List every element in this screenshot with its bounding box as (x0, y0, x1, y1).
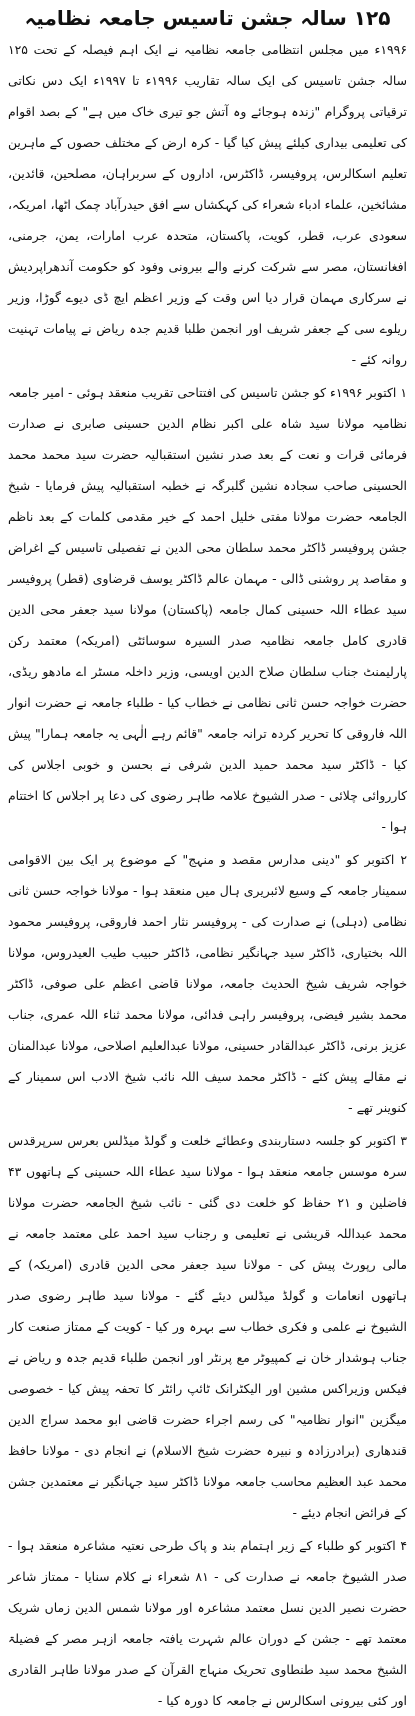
article-paragraph-mushaira: ۴ اکتوبر کو طلباء کے زیر اہتمام بند و پاک طرحی نعتیہ مشاعرہ منعقد ہوا - صدر الشیوخ جامعہ نے صدارت کی - ۸۱ شعراء نے کلام سنایا - ممتاز شاعر حضرت نصیر الدین نسل معتمد مشاعرہ اور مولانا شمس الدین زماں شریک معتمد تھے - جشن کے دوران عالم شہرت یافتہ جامعہ ازہر مصر کے فضیلۃ الشیخ محمد سید طنطاوی تحریک منہاج القرآن کے صدر مولانا طاہر القادری اور کئی بیرونی اسکالرس نے جامعہ کا دورہ کیا - (8, 1538, 407, 1708)
article-paragraph-opening-ceremony: ۱ اکتوبر ۱۹۹۶ء کو جشن تاسیس کی افتتاحی تقریب منعقد ہوئی - امیر جامعہ نظامیہ مولانا سید شاہ علی اکبر نظام الدین حسینی صابری نے صدارت فرمائی قرات و نعت کے بعد صدر نشین استقبالیہ حضرت سید محمد محمد الحسینی صاحب سجادہ نشین گلبرگہ نے خطبہ استقبالیہ پیش فرمایا - شیخ الجامعہ حضرت مولانا مفتی خلیل احمد کے خیر مقدمی کلمات کے بعد ناظم جشن پروفیسر ڈاکٹر محمد سلطان محی الدین نے تفصیلی تاسیس کے اغراض و مقاصد پر روشنی ڈالی - مہمان عالم ڈاکٹر یوسف قرضاوی (قطر) پروفیسر سید عطاء اللہ حسینی کمال جامعہ (پاکستان) مولانا سید جعفر محی الدین قادری کامل جامعہ نظامیہ صدر السیرہ سوسائٹی (امریکہ) معتمد رکن پارلیمنٹ جناب سلطان صلاح الدین اویسی، وزیر داخلہ مسٹر اے مادھو ریڈی، حضرت خواجہ حسن ثانی نظامی نے خطاب کیا - طلباء جامعہ نے حضرت انوار اللہ فاروقی کا تحریر کردہ ترانہ جامعہ "قائم رہے الٰہی یہ جامعہ ہمارا" پیش کیا - ڈاکٹر سید محمد حمید الدین شرفی نے بحسن و خوبی اجلاس کی کارروائی چلائی - صدر الشیوخ علامہ طاہر رضوی کی دعا پر اجلاس کا اختتام ہوا - (8, 385, 407, 834)
article-paragraph-seminar: ۲ اکتوبر کو "دینی مدارس مقصد و منہج" کے موضوع پر ایک بین الاقوامی سمینار جامعہ کے وسیع لائبریری ہال میں منعقد ہوا - مولانا خواجہ حسن ثانی نظامی (دہلی) نے صدارت کی - پروفیسر نثار احمد فاروقی، پروفیسر محمود اللہ بختیاری، ڈاکٹر سید جہانگیر نظامی، ڈاکٹر حبیب طیب العیدروس، مولانا خواجہ شریف شیخ الحدیث جامعہ، مولانا قاضی اعظم علی صوفی، ڈاکٹر محمد بشیر فیضی، پروفیسر راہی فدائی، مولانا محمد ثناء اللہ عمری، جناب عزیز برنی، ڈاکٹر عبدالقادر حسینی، مولانا عبدالعلیم اصلاحی، مولانا عبدالمنان نے مقالے پیش کئے - ڈاکٹر محمد سیف اللہ نائب شیخ الادب اس سمینار کے کنوینر تھے - (8, 852, 407, 1115)
article-paragraph-convocation: ۳ اکتوبر کو جلسہ دستاربندی وعطائے خلعت و گولڈ میڈلس بعرس سرپرقدس سرہ موسس جامعہ منعقد ہوا - مولانا سید عطاء اللہ حسینی کے ہاتھوں ۴۳ فاضلین و ۲۱ حفاظ کو خلعت دی گئی - نائب شیخ الجامعہ حضرت مولانا محمد عبداللہ قریشی نے تعلیمی و رجناب سید احمد علی معتمد جامعہ نے مالی رپورٹ پیش کی - مولانا سید جعفر محی الدین قادری (امریکہ) کے ہاتھوں انعامات و گولڈ میڈلس دیئے گئے - مولانا سید طاہر رضوی صدر الشیوخ نے علمی و فکری خطاب سے بہرہ ور کیا - کویت کے ممتاز صنعت کار جناب ہوشدار خان نے کمپیوٹر مع پرنٹر اور انجمن طلباء قدیم جدہ و ریاض نے فیکس وزیراکس مشین اور الیکٹرانک ٹائپ رائٹر کا تحفہ پیش کیا - خصوصی میگزین "انوار نظامیہ" کی رسم اجراء حضرت قاضی ابو محمد سراج الدین قندھاری (برادرزادہ و نبیرہ حضرت شیخ الاسلام) نے انجام دی - مولانا حافظ محمد عبد العظیم محاسب جامعہ مولانا ڈاکٹر سید جہانگیر نے معتمدین جشن کے فرائض انجام دیئے - (8, 1133, 407, 1520)
article-paragraph-founding-celebration: ۱۹۹۶ء میں مجلس انتظامی جامعہ نظامیہ نے ایک اہم فیصلہ کے تحت ۱۲۵ سالہ جشن تاسیس کی ایک سالہ تقاریب ۱۹۹۶ء تا ۱۹۹۷ء ایک دس نکاتی ترقیاتی پروگرام "زندہ ہوجائے وہ آتش جو تیری خاک میں ہے" کے بصد اقوام کی تعلیمی بیداری کیلئے پیش کیا گیا - کرہ ارض کے مختلف حصوں کے ماہرین تعلیم اسکالرس، پروفیسر، ڈاکٹرس، اداروں کے سربراہان، مصلحین، قائدین، مشائخین، علماء ادباء شعراء کی کہکشاں سے افق حیدرآباد چمک اٹھا، امریکہ، سعودی عرب، قطر، کویت، پاکستان، متحدہ عرب امارات، یمن، جرمنی، افغانستان، مصر سے شرکت کرنے والے بیرونی وفود کو حکومت آندھراپردیش نے سرکاری مہمان قرار دیا اس وقت کے وزیر اعظم ایچ ڈی دیوے گوڑا، وزیر ریلوے سی کے جعفر شریف اور انجمن طلبا قدیم جدہ ریاض نے پیامات تہنیت روانہ کئے - (8, 42, 407, 367)
article-title: ۱۲۵ سالہ جشن تاسیس جامعہ نظامیہ (24, 6, 391, 30)
